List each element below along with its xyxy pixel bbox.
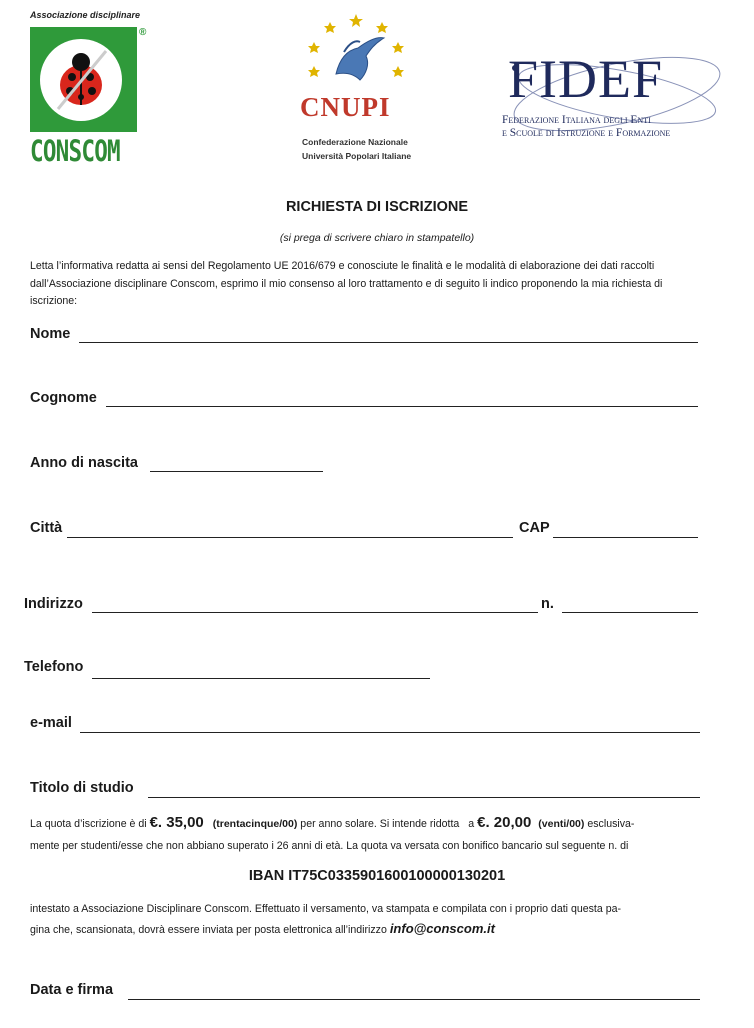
iban-code: IBAN IT75C0335901600100000130201 xyxy=(248,868,506,884)
fee-amount-full-words: (trentacinque/00) xyxy=(212,818,298,830)
cognome-label: Cognome xyxy=(30,390,97,406)
indirizzo-label: Indirizzo xyxy=(24,596,83,612)
ladybug-icon xyxy=(40,39,122,121)
cognome-field[interactable] xyxy=(106,406,698,407)
form-title: RICHIESTA DI ISCRIZIONE xyxy=(285,199,469,215)
cnupi-wordmark: CNUPI xyxy=(300,92,391,122)
titolo-field[interactable] xyxy=(148,797,700,798)
cnupi-subtitle-line1: Confederazione Nazionale xyxy=(302,137,408,147)
cap-field[interactable] xyxy=(553,537,698,538)
fee-amount-reduced: €. 20,00 xyxy=(477,814,532,831)
fee-line-2: mente per studenti/esse che non abbiano superato i 26 anni di età. La quota va versata con bonifico bancario sul seguente n. di xyxy=(30,840,629,852)
fee-intro: La quota d’iscrizione è di xyxy=(30,818,147,830)
cnupi-emblem-icon xyxy=(300,12,412,96)
fee-amount-full: €. 35,00 xyxy=(149,814,204,831)
fee-continuation: esclusiva- xyxy=(587,818,635,830)
fidef-subtitle-line1: Federazione Italiana degli Enti xyxy=(502,114,651,126)
privacy-consent-text: Letta l’informativa redatta ai sensi del Regolamento UE 2016/679 e conosciute le finalità e le modalità di elaborazione dei dati raccolti dall’Associazione disciplinare Conscom, esprimo il mio consenso al loro trattamento e di seguito li indico proponendo la mia richiesta di iscrizione: xyxy=(30,260,663,307)
fidef-wordmark: FIDEF xyxy=(508,49,664,109)
citta-label: Città xyxy=(30,520,63,536)
anno-field[interactable] xyxy=(150,471,323,472)
conscom-wordmark: CONSCOM xyxy=(30,134,120,168)
titolo-label: Titolo di studio xyxy=(30,780,134,796)
form-subtitle: (si prega di scrivere chiaro in stampatello) xyxy=(279,232,475,244)
conscom-logo xyxy=(30,27,137,132)
cap-label: CAP xyxy=(519,520,550,536)
email-field[interactable] xyxy=(80,732,700,733)
nome-label: Nome xyxy=(30,326,71,342)
conscom-logo-circle xyxy=(40,39,122,121)
telefono-field[interactable] xyxy=(92,678,430,679)
transfer-line-1: intestato a Associazione Disciplinare Conscom. Effettuato il versamento, va stampata e compilata con i proprio dati questa pa- xyxy=(30,903,622,915)
telefono-label: Telefono xyxy=(24,659,84,675)
data-firma-field[interactable] xyxy=(128,999,700,1000)
citta-field[interactable] xyxy=(67,537,513,538)
fidef-subtitle xyxy=(502,114,752,140)
fee-amount-reduced-words: (venti/00) xyxy=(538,818,585,830)
data-firma-label: Data e firma xyxy=(30,982,114,998)
indirizzo-field[interactable] xyxy=(92,612,538,613)
conscom-label: Associazione disciplinare xyxy=(30,10,141,20)
anno-label: Anno di nascita xyxy=(30,455,138,471)
fee-reduced-intro: per anno solare. Si intende ridotta xyxy=(300,818,460,830)
fee-line-1 xyxy=(30,814,730,834)
fidef-subtitle-line2: e Scuole di Istruzione e Formazione xyxy=(502,127,671,139)
numero-label: n. xyxy=(541,596,554,612)
email-label: e-mail xyxy=(30,715,72,731)
registered-mark: ® xyxy=(139,27,147,38)
fee-reduced-a: a xyxy=(468,818,475,830)
cnupi-subtitle xyxy=(302,135,427,163)
transfer-line-2 xyxy=(30,920,730,940)
transfer-instructions: gina che, scansionata, dovrà essere inviata per posta elettronica all’indirizzo xyxy=(30,924,387,936)
numero-field[interactable] xyxy=(562,612,698,613)
contact-email-link[interactable]: info@conscom.it xyxy=(389,921,495,936)
cnupi-subtitle-line2: Università Popolari Italiane xyxy=(302,151,412,161)
nome-field[interactable] xyxy=(79,342,698,343)
